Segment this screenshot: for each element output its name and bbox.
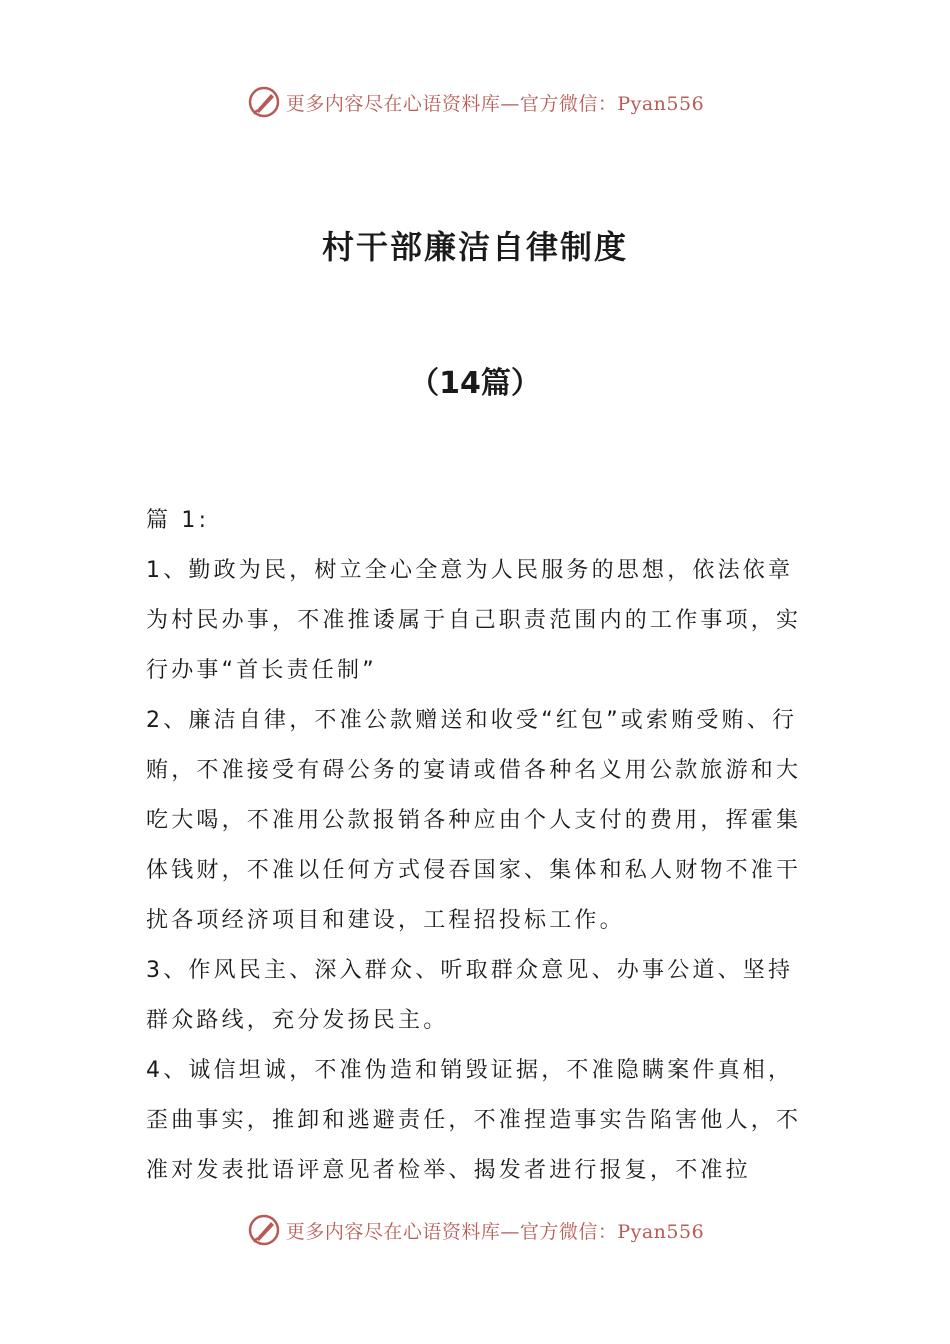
header-watermark: [0, 84, 950, 120]
watermark-text: 更多内容尽在心语资料库—官方微信：Pyan556: [285, 1220, 705, 1243]
section-label: 篇 1:: [146, 508, 210, 533]
paragraph-3: 3、作风民主、深入群众、听取群众意见、办事公道、坚持群众路线，充分发扬民主。: [146, 958, 794, 1033]
document-body: [146, 496, 806, 1196]
document-title: 村干部廉洁自律制度: [321, 228, 628, 266]
document-subtitle: （14篇）: [409, 366, 541, 401]
quill-pen-icon: [246, 1212, 282, 1248]
paragraph-1: 1、勤政为民，树立全心全意为人民服务的思想，依法依章为村民办事，不准推诿属于自己职责范围内的工作事项，实行办事“首长责任制”: [146, 558, 802, 683]
footer-watermark: [0, 1212, 950, 1248]
paragraph-2: 2、廉洁自律，不准公款赠送和收受“红包”或索贿受贿、行贿，不准接受有碍公务的宴请或借各种名义用公款旅游和大吃大喝，不准用公款报销各种应由个人支付的费用，挥霍集体钱财，不准以任何方式侵吞国家、集体和私人财物不准干扰各项经济项目和建设，工程招投标工作。: [146, 708, 802, 933]
watermark-text: 更多内容尽在心语资料库—官方微信：Pyan556: [285, 92, 705, 115]
paragraph-4: 4、诚信坦诚，不准伪造和销毁证据，不准隐瞒案件真相，歪曲事实，推卸和逃避责任，不准捏造事实告陷害他人，不准对发表批语评意见者检举、揭发者进行报复，不准拉: [146, 1058, 802, 1183]
quill-pen-icon: [246, 84, 282, 120]
